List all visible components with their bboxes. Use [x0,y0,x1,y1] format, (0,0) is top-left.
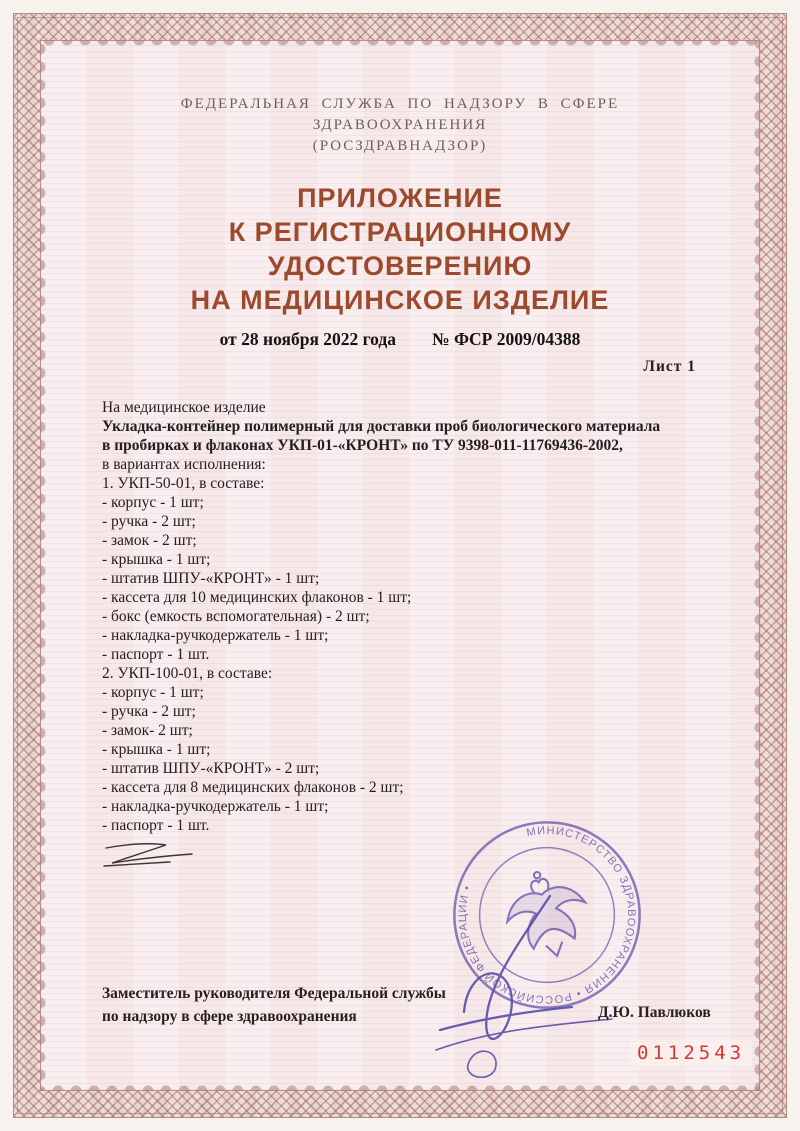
signer-name: Д.Ю. Павлюков [598,1004,711,1021]
list-item: - крышка - 1 шт; [102,551,211,568]
list-item: - накладка-ручкодержатель - 1 шт; [102,798,329,815]
variant2-title: 2. УКП-100-01, в составе: [102,665,273,682]
list-item: - паспорт - 1 шт. [102,646,210,663]
product-name-line-2: в пробирках и флаконах УКП-01-«КРОНТ» по ТУ 9398-011-11769436-2002, [102,437,623,454]
signer-title-line-2: по надзору в сфере здравоохранения [102,1008,357,1025]
list-item: - замок- 2 шт; [102,722,193,739]
variant1-title: 1. УКП-50-01, в составе: [102,475,265,492]
list-item: - кассета для 8 медицинских флаконов - 2 шт; [102,779,404,796]
variant1-items [102,493,698,664]
list-item: - корпус - 1 шт; [102,494,204,511]
serial-number: 0112543 [630,1040,752,1066]
signer-title-line-1: Заместитель руководителя Федеральной службы [102,985,446,1002]
issue-date: от 28 ноября 2022 года [219,329,397,349]
document-meta [102,329,698,350]
handwritten-z-icon [102,841,198,871]
title-line-3: НА МЕДИЦИНСКОЕ ИЗДЕЛИЕ [190,285,610,315]
issuing-agency [102,94,698,157]
product-name-line-1: Укладка-контейнер полимерный для доставки проб биологического материала [102,418,661,435]
list-item: - бокс (емкость вспомогательная) - 2 шт; [102,608,370,625]
list-item: - кассета для 10 медицинских флаконов - 1 шт; [102,589,412,606]
list-item: - замок - 2 шт; [102,532,197,549]
list-item: - штатив ШПУ-«КРОНТ» - 1 шт; [102,570,320,587]
list-item: - штатив ШПУ-«КРОНТ» - 2 шт; [102,760,320,777]
list-item: - корпус - 1 шт; [102,684,204,701]
list-item: - ручка - 2 шт; [102,513,196,530]
list-item: - ручка - 2 шт; [102,703,196,720]
title-line-1: ПРИЛОЖЕНИЕ [297,183,503,213]
list-item: - крышка - 1 шт; [102,741,211,758]
stamp-ring-text: МИНИСТЕРСТВО ЗДРАВООХРАНЕНИЯ • РОССИЙСКОЙ ФЕДЕРАЦИИ • [456,824,638,1006]
list-item: - накладка-ручкодержатель - 1 шт; [102,627,329,644]
registration-number: № ФСР 2009/04388 [432,329,581,349]
agency-short-name: (РОСЗДРАВНАДЗОР) [312,138,488,154]
sheet-number: Лист 1 [643,358,696,375]
title-line-2: К РЕГИСТРАЦИОННОМУ УДОСТОВЕРЕНИЮ [228,217,572,281]
agency-name: ФЕДЕРАЛЬНАЯ СЛУЖБА ПО НАДЗОРУ В СФЕРЕ ЗДРАВООХРАНЕНИЯ [180,96,620,133]
variants-intro: в вариантах исполнения: [102,456,266,473]
document-title [102,181,698,317]
list-item: - паспорт - 1 шт. [102,817,210,834]
signer-title [102,982,446,1028]
intro-line: На медицинское изделие [102,399,266,416]
